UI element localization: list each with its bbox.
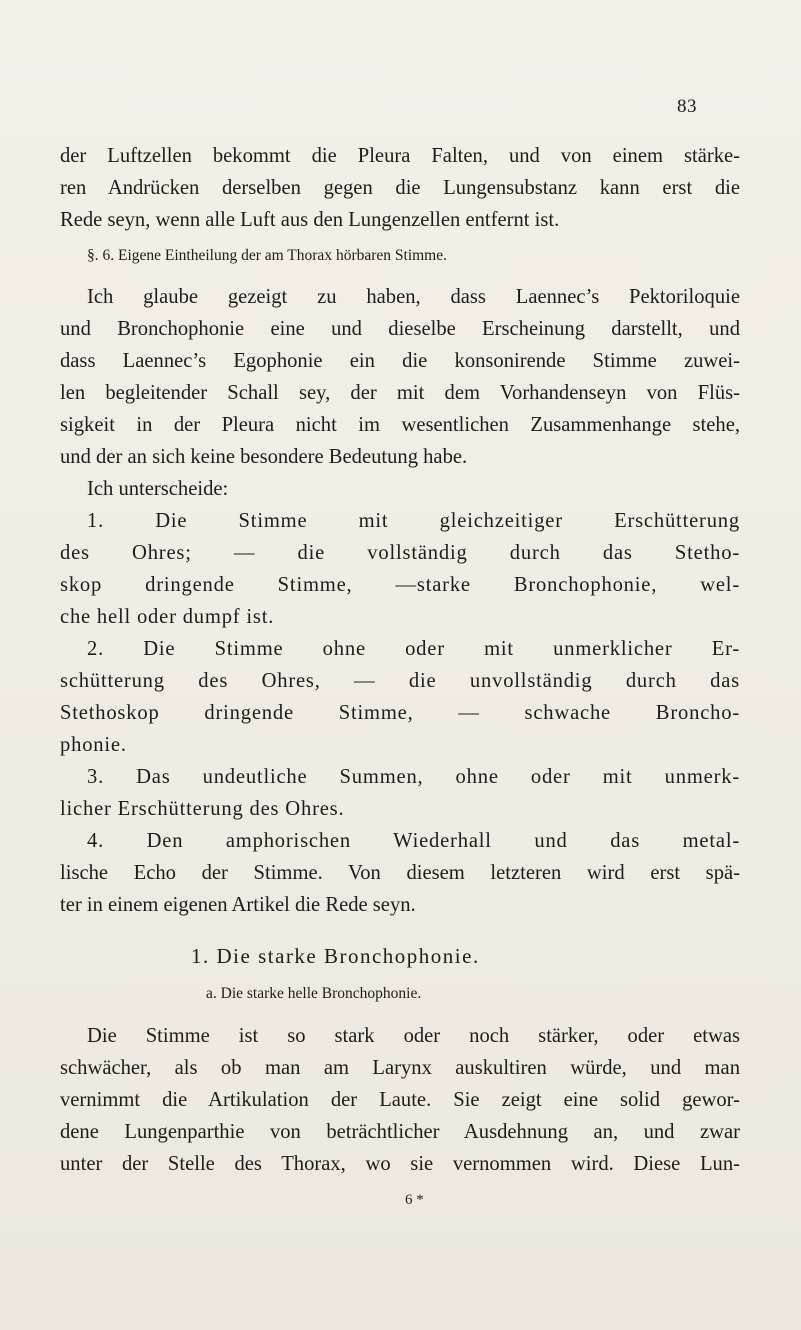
- text-line: len begleitender Schall sey, der mit dem Vorhandenseyn von Flüs-: [60, 382, 740, 404]
- list-item-line: che hell oder dumpf ist.: [60, 606, 275, 628]
- list-item-line: Stethoskop dringende Stimme, — schwache Broncho-: [60, 702, 740, 724]
- text-line: und Bronchophonie eine und dieselbe Erscheinung darstellt, und: [60, 318, 740, 340]
- text-line: Ich unterscheide:: [87, 478, 229, 500]
- signature-mark: 6 *: [405, 1192, 424, 1208]
- list-item-line: des Ohres; — die vollständig durch das Stetho-: [60, 542, 740, 564]
- page-number: 83: [677, 96, 697, 117]
- list-item-line: skop dringende Stimme, —starke Bronchophonie, wel-: [60, 574, 740, 596]
- text-line: ren Andrücken derselben gegen die Lungensubstanz kann erst die: [60, 177, 740, 199]
- list-item-line: 2. Die Stimme ohne oder mit unmerklicher Er-: [87, 638, 740, 660]
- list-item-line: lische Echo der Stimme. Von diesem letzteren wird erst spä-: [60, 862, 740, 884]
- text-line: Die Stimme ist so stark oder noch stärker, oder etwas: [87, 1025, 740, 1047]
- text-line: sigkeit in der Pleura nicht im wesentlichen Zusammenhange stehe,: [60, 414, 740, 436]
- text-line: dass Laennec’s Egophonie ein die konsonirende Stimme zuwei-: [60, 350, 740, 372]
- text-line: vernimmt die Artikulation der Laute. Sie zeigt eine solid gewor-: [60, 1089, 740, 1111]
- list-item-line: 3. Das undeutliche Summen, ohne oder mit unmerk-: [87, 766, 740, 788]
- text-line: und der an sich keine besondere Bedeutung habe.: [60, 446, 468, 468]
- list-item-line: licher Erschütterung des Ohres.: [60, 798, 345, 820]
- section-heading: §. 6. Eigene Eintheilung der am Thorax hörbaren Stimme.: [87, 247, 447, 264]
- list-item-line: 1. Die Stimme mit gleichzeitiger Erschütterung: [87, 510, 740, 532]
- list-item-line: 4. Den amphorischen Wiederhall und das metal-: [87, 830, 740, 852]
- text-line: Rede seyn, wenn alle Luft aus den Lungenzellen entfernt ist.: [60, 209, 560, 231]
- text-line: schwächer, als ob man am Larynx auskultiren würde, und man: [60, 1057, 740, 1079]
- text-line: der Luftzellen bekommt die Pleura Falten, und von einem stärke-: [60, 145, 740, 167]
- chapter-heading: 1. Die starke Bronchophonie.: [191, 944, 480, 968]
- list-item-line: schütterung des Ohres, — die unvollständig durch das: [60, 670, 740, 692]
- text-line: Ich glaube gezeigt zu haben, dass Laennec’s Pektoriloquie: [87, 286, 740, 308]
- text-line: unter der Stelle des Thorax, wo sie vernommen wird. Diese Lun-: [60, 1153, 740, 1175]
- list-item-line: ter in einem eigenen Artikel die Rede seyn.: [60, 894, 416, 916]
- list-item-line: phonie.: [60, 734, 127, 756]
- sub-heading: a. Die starke helle Bronchophonie.: [206, 985, 422, 1002]
- text-line: dene Lungenparthie von beträchtlicher Ausdehnung an, und zwar: [60, 1121, 740, 1143]
